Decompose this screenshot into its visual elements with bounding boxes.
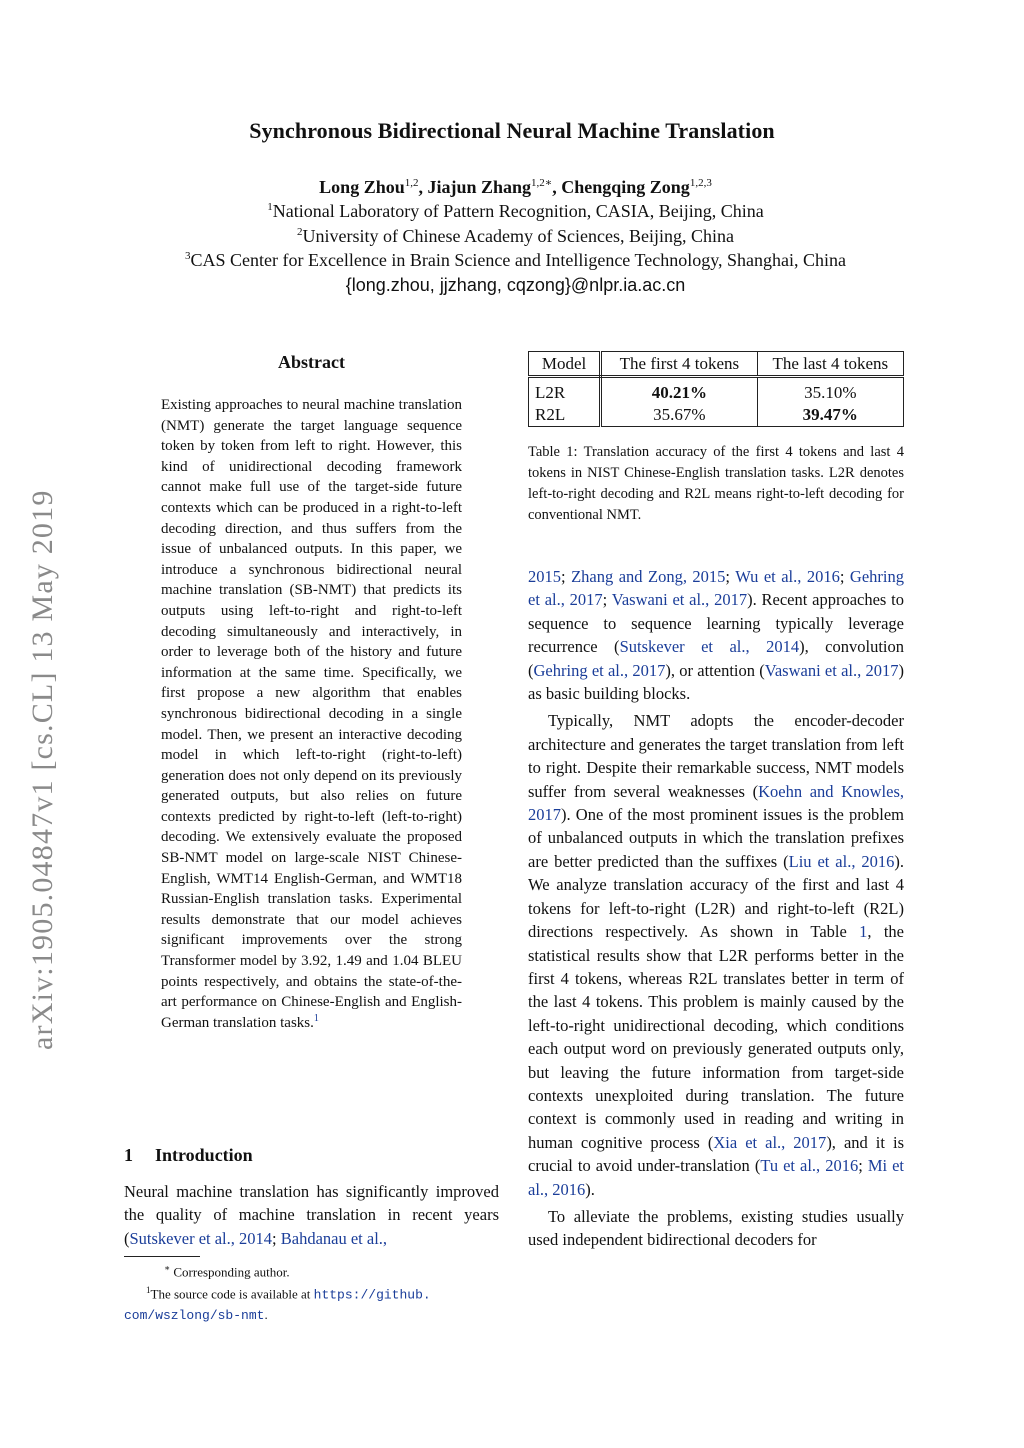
section-title: Introduction	[155, 1145, 253, 1165]
arxiv-stamp: arXiv:1905.04847v1 [cs.CL] 13 May 2019	[26, 489, 59, 1050]
citation-link[interactable]: Vaswani et al., 2017	[611, 590, 748, 610]
footnote-mark: 1	[146, 1285, 151, 1296]
table-header-cell: The last 4 tokens	[757, 352, 903, 377]
paragraph-text: Typically, NMT adopts the encoder-decoder architecture and generates the target translation from left to right. Despite their remarkable success, NMT models suffer from several weaknesses (	[528, 711, 904, 801]
paragraph-text: ), convolution (	[528, 637, 904, 680]
citation-link[interactable]: Liu et al., 2016	[788, 851, 895, 871]
table-1	[528, 351, 904, 427]
paragraph-text: ;	[858, 1156, 868, 1176]
table-caption: Table 1: Translation accuracy of the first 4 tokens and last 4 tokens in NIST Chinese-English translation tasks. L2R denotes left-to-right decoding and R2L means right-to-left decoding for conventional NMT.	[528, 444, 904, 523]
paragraph-text: ;	[272, 1228, 281, 1248]
source-code-link[interactable]: https://github.	[313, 1287, 431, 1303]
paragraph-text: ). Recent approaches to sequence to sequence learning typically leverage recurrence (	[528, 590, 904, 657]
author-list: Long Zhou$^{1,2}$, Jiajun Zhang$^{1,2∗}$, Chengqing Zong$^{1,2,3}$	[319, 177, 712, 197]
table-cell: 39.47%	[757, 404, 903, 427]
citation-link[interactable]: Gehring et al., 2017	[528, 567, 904, 610]
footnote-rule	[124, 1256, 200, 1257]
footnote-link[interactable]: 1	[313, 1012, 319, 1024]
source-code-link[interactable]: com/wszlong/sb-nmt	[124, 1307, 265, 1323]
table-cell: 40.21%	[601, 377, 757, 405]
intro-paragraph	[124, 1180, 499, 1250]
citation-link[interactable]: Bahdanau et al.,	[280, 1228, 388, 1248]
citation-link[interactable]: Tu et al., 2016	[760, 1156, 859, 1176]
author-affil-sup: 1,2	[404, 177, 419, 189]
results-table	[528, 351, 904, 427]
author-emails: {long.zhou, jjzhang, cqzong}@nlpr.ia.ac.cn	[345, 275, 686, 295]
affiliation-text: CAS Center for Excellence in Brain Science and Intelligence Technology, Shanghai, China	[190, 250, 847, 270]
author-affil-sup: 1,2∗	[531, 177, 553, 189]
citation-link[interactable]: Zhang and Zong, 2015	[571, 567, 726, 586]
paragraph-text: ;	[725, 567, 736, 586]
footnote-cont	[124, 1305, 500, 1325]
table-cell: R2L	[529, 404, 601, 427]
intro-paragraph-cont	[528, 565, 904, 705]
paragraph-text: , the statistical results show that L2R performs better in the first 4 tokens, whereas R2L translates better in term of the last 4 tokens. This problem is mainly caused by the left-to-right unidirectional decoding, which conditions each output word on previously generated outputs only, but leaving the future information from target-side contexts unexploited during translation. The future context is commonly used in reading and writing in human cognitive process (	[528, 922, 904, 1152]
table-header-cell: Model	[529, 352, 601, 377]
citation-link[interactable]: Koehn and Knowles, 2017	[528, 781, 904, 825]
affiliation-text: University of Chinese Academy of Sciences, Beijing, China	[302, 226, 734, 246]
affiliation	[0, 201, 1024, 222]
citation-link[interactable]: Vaswani et al., 2017	[764, 660, 899, 680]
paragraph-text: ) as basic building blocks.	[528, 660, 904, 704]
abstract-body	[161, 395, 462, 1033]
section-number: 1	[124, 1145, 133, 1165]
footnote	[124, 1281, 500, 1304]
paragraph-text: ), or attention (	[665, 660, 765, 680]
paragraph-text: ;	[561, 567, 572, 586]
footnote-text: The source code is available at	[150, 1286, 314, 1302]
paragraph-text: ;	[602, 590, 612, 610]
paragraph-text: ). We analyze translation accuracy of the first and last 4 tokens for left-to-right (L2R) and right-to-left (R2L) directions respectively. As shown in Table	[528, 851, 904, 942]
footnote-text: Corresponding author.	[173, 1264, 290, 1280]
footnote-mark: ∗	[164, 1263, 171, 1273]
author-affil-sup: 1,2,3	[689, 177, 712, 189]
footnote	[124, 1259, 500, 1281]
paragraph-text: ). One of the most prominent issues is the problem of unbalanced outputs in which the translation prefixes are better predicted than the suffixes (	[528, 805, 904, 871]
paragraph-text: ), and it is crucial to avoid under-translation (	[528, 1132, 904, 1176]
paragraph-text: ;	[839, 567, 850, 586]
paper-title: Synchronous Bidirectional Neural Machine Translation	[249, 118, 775, 143]
citation-link[interactable]: Sutskever et al., 2014	[619, 637, 800, 657]
table-row	[529, 404, 904, 427]
table-cell: L2R	[529, 377, 601, 405]
footnotes	[124, 1259, 500, 1325]
intro-paragraph: To alleviate the problems, existing studies usually used independent bidirectional decoders for	[528, 1206, 904, 1250]
affiliation-sup: 2	[297, 226, 303, 238]
citation-link[interactable]: Gehring et al., 2017	[533, 660, 666, 680]
author-name: Long Zhou	[319, 177, 405, 197]
affiliation-sup: 1	[267, 201, 273, 213]
citation-link[interactable]: Sutskever et al., 2014	[129, 1228, 273, 1248]
affiliation	[0, 226, 1024, 247]
author-name: Chengqing Zong	[561, 177, 690, 197]
citation-link[interactable]: Mi et al., 2016	[528, 1156, 904, 1199]
citation-link[interactable]: Wu et al., 2016	[735, 567, 840, 586]
right-column-body	[528, 565, 904, 1256]
paragraph-text: ).	[585, 1179, 595, 1199]
citation-link[interactable]: 2015	[528, 567, 561, 586]
table-row	[529, 377, 904, 405]
table-header-row	[529, 352, 904, 377]
author-name: Jiajun Zhang	[427, 177, 532, 197]
paragraph-text: Neural machine translation has significantly improved the quality of machine translation in recent years (	[124, 1182, 499, 1248]
affiliation-text: National Laboratory of Pattern Recognition, CASIA, Beijing, China	[272, 201, 764, 221]
table-cell: 35.10%	[757, 377, 903, 405]
affiliation-sup: 3	[184, 250, 191, 262]
table-ref-link[interactable]: 1	[859, 922, 868, 942]
table-header-cell: The first 4 tokens	[601, 352, 757, 377]
abstract-heading: Abstract	[278, 352, 345, 372]
footnote-text: .	[264, 1306, 268, 1322]
section-heading	[124, 1145, 253, 1166]
affiliation	[0, 250, 1024, 271]
citation-link[interactable]: Xia et al., 2017	[713, 1132, 827, 1152]
abstract-text: Existing approaches to neural machine translation (NMT) generate the target language sequence token by token from left to right. However, this kind of unidirectional decoding framework cannot make full use of the target-side future contexts which can be produced in a right-to-left decoding direction, and thus suffers from the issue of unbalanced outputs. In this paper, we introduce a synchronous bidirectional neural machine translation (SB-NMT) that predicts its outputs using left-to-right and right-to-left decoding simultaneously and interactively, in order to leverage both of the history and future information at the same time. Specifically, we first propose a new algorithm that enables synchronous bidirectional decoding in a single model. Then, we present an interactive decoding model in which left-to-right (right-to-left) generation does not only depend on its previously generated outputs, but also relies on future contexts predicted by right-to-left (left-to-right) decoding. We extensively evaluate the proposed SB-NMT model on large-scale NIST Chinese-English, WMT14 English-German, and WMT18 Russian-English translation tasks. Experimental results demonstrate that our model achieves significant improvements over the strong Transformer model by 3.92, 1.49 and 1.04 BLEU points respectively, and obtains the state-of-the-art performance on Chinese-English and English-German translation tasks.	[161, 397, 462, 1031]
intro-paragraph	[528, 709, 904, 1201]
table-cell: 35.67%	[601, 404, 757, 427]
